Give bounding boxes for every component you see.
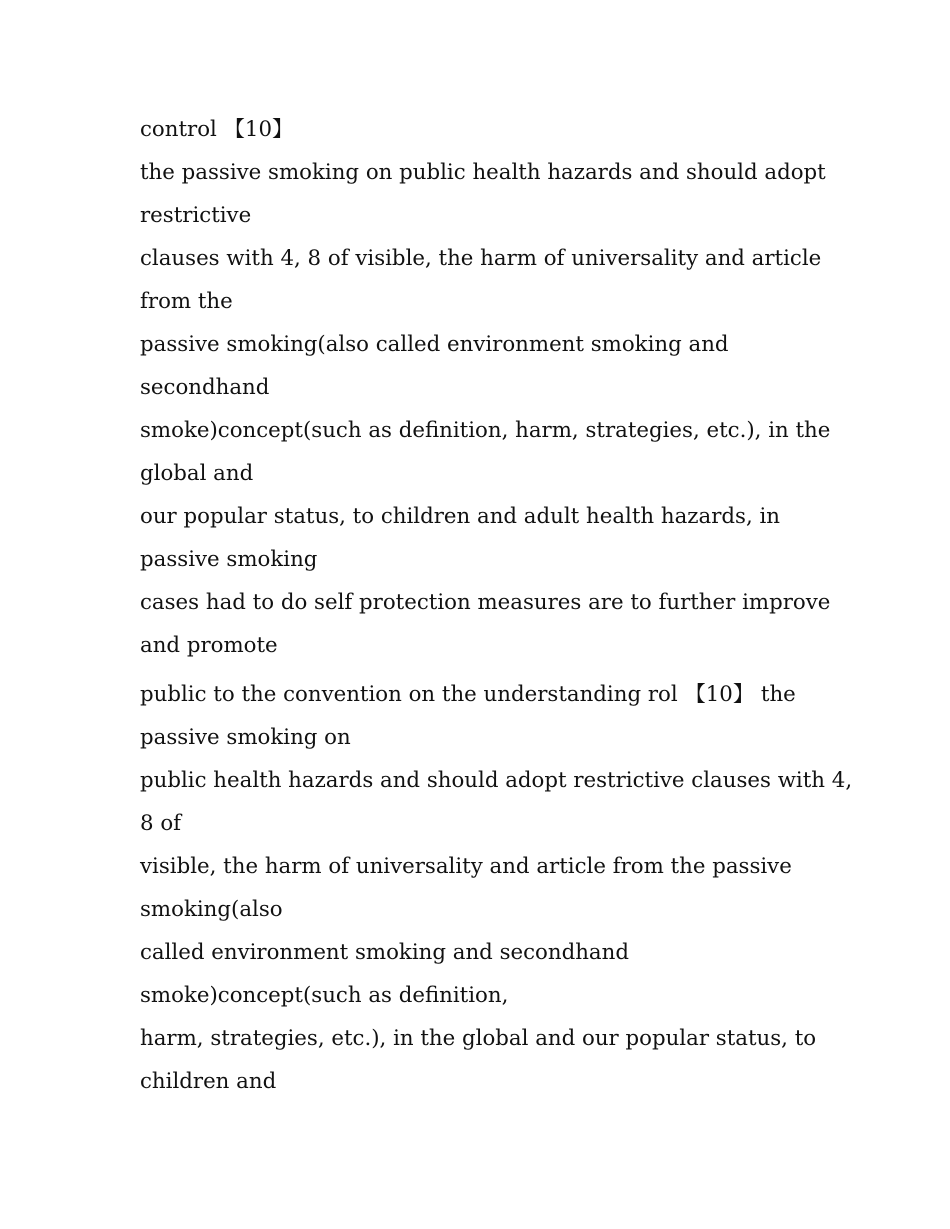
text-line: restrictive xyxy=(140,203,252,228)
text-line: and promote xyxy=(140,633,278,658)
text-line: public health hazards and should adopt restrictive clauses with 4, xyxy=(140,768,853,793)
text-line: control 【10】 xyxy=(140,117,294,142)
text-line: 8 of xyxy=(140,811,182,836)
text-line: global and xyxy=(140,461,254,486)
text-line: children and xyxy=(140,1069,277,1094)
text-line: cases had to do self protection measures are to further improve xyxy=(140,590,831,615)
text-line: public to the convention on the understanding rol 【10】 the xyxy=(140,682,796,707)
text-line: harm, strategies, etc.), in the global and our popular status, to xyxy=(140,1026,817,1051)
text-line: smoke)concept(such as definition, xyxy=(140,983,509,1008)
text-line: our popular status, to children and adult health hazards, in xyxy=(140,504,781,529)
text-line: called environment smoking and secondhand xyxy=(140,940,629,965)
text-line: visible, the harm of universality and article from the passive xyxy=(140,854,792,879)
text-line: the passive smoking on public health hazards and should adopt xyxy=(140,160,826,185)
text-line: from the xyxy=(140,289,233,314)
text-line: clauses with 4, 8 of visible, the harm of universality and article xyxy=(140,246,822,271)
text-line: passive smoking on xyxy=(140,725,351,750)
text-line: passive smoking(also called environment smoking and xyxy=(140,332,729,357)
text-line: smoking(also xyxy=(140,897,283,922)
text-line: passive smoking xyxy=(140,547,318,572)
text-line: secondhand xyxy=(140,375,270,400)
text-line: smoke)concept(such as definition, harm, strategies, etc.), in the xyxy=(140,418,831,443)
body-text xyxy=(140,108,853,1103)
